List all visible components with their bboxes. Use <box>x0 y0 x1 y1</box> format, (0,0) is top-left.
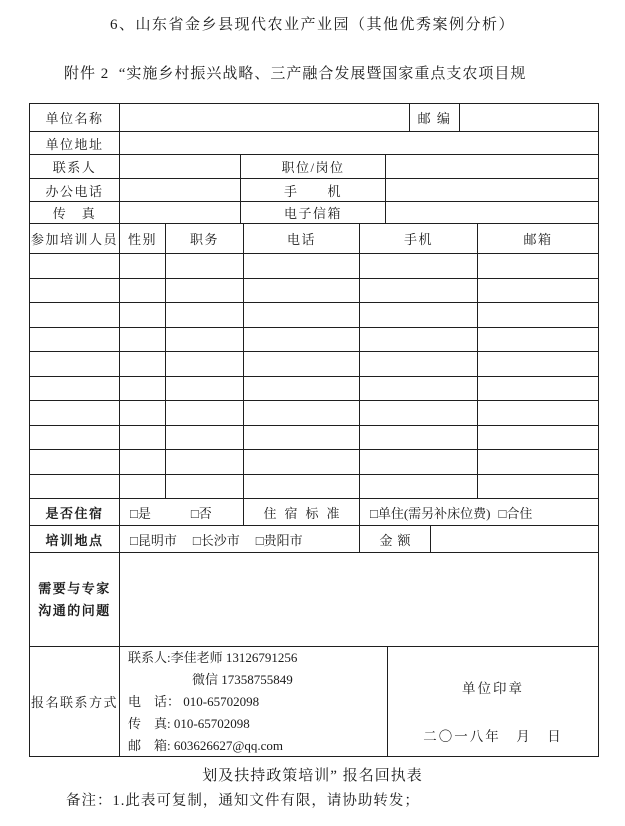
registration-contact-row <box>30 646 598 756</box>
column-header-gender: 性别 <box>119 224 165 253</box>
unit-name-label: 单位名称 <box>45 111 104 126</box>
participant-empty-cell <box>243 450 359 474</box>
participant-empty-cell <box>119 279 165 303</box>
participant-empty-cell <box>359 377 477 401</box>
participant-empty-cell <box>243 254 359 278</box>
participant-empty-cell <box>119 254 165 278</box>
unit-seal-cell <box>387 647 598 756</box>
participant-empty-cell <box>119 426 165 450</box>
participant-empty-row <box>30 376 598 401</box>
contact-person-row <box>30 154 598 178</box>
column-header-mobile: 手机 <box>359 224 477 253</box>
participant-empty-row <box>30 327 598 352</box>
participant-empty-cell <box>119 401 165 425</box>
postcode-label: 邮 编 <box>409 104 459 131</box>
participant-empty-cell <box>243 303 359 327</box>
participant-empty-cell <box>30 328 119 352</box>
registration-form-table <box>29 103 599 757</box>
participant-empty-cell <box>243 475 359 499</box>
participant-empty-cell <box>359 401 477 425</box>
amount-input-cell <box>430 526 598 552</box>
participant-empty-cell <box>359 475 477 499</box>
participant-empty-cell <box>359 328 477 352</box>
lodging-type-cell <box>359 499 598 525</box>
participant-empty-cell <box>119 377 165 401</box>
office-phone-label: 办公电话 <box>45 183 104 199</box>
lodging-row <box>30 498 598 525</box>
lodging-shared-checkbox: □合住 <box>498 505 533 521</box>
participant-empty-cell <box>243 279 359 303</box>
unit-name-input-cell <box>119 104 409 131</box>
email-label: 电子信箱 <box>240 202 385 223</box>
participant-empty-cell <box>477 254 598 278</box>
participant-empty-cell <box>165 303 243 327</box>
position-label: 职位/岗位 <box>240 155 385 178</box>
location-changsha-checkbox: □长沙市 <box>192 532 240 548</box>
participant-empty-row <box>30 253 598 278</box>
participant-empty-cell <box>30 279 119 303</box>
registration-contact-info <box>119 647 387 756</box>
location-guiyang-checkbox: □贵阳市 <box>255 532 303 548</box>
column-header-participant: 参加培训人员 <box>30 232 118 247</box>
lodging-standard-label: 住宿标准 <box>243 499 359 525</box>
participant-empty-cell <box>30 426 119 450</box>
participant-empty-cell <box>165 450 243 474</box>
participant-empty-cell <box>119 475 165 499</box>
participant-empty-cell <box>243 426 359 450</box>
training-location-options-cell <box>119 526 359 552</box>
participant-empty-cell <box>119 352 165 376</box>
training-location-label: 培训地点 <box>45 532 104 548</box>
participant-empty-cell <box>359 450 477 474</box>
participant-empty-cell <box>30 450 119 474</box>
attachment-title: 附件 2 “实施乡村振兴战略、三产融合发展暨国家重点支农项目规 <box>64 66 527 82</box>
contact-teacher-line: 联系人:李佳老师 13126791256 <box>128 649 298 665</box>
fax-row <box>30 201 598 223</box>
participant-empty-cell <box>165 426 243 450</box>
expert-questions-input-cell <box>119 553 598 646</box>
participant-empty-row <box>30 449 598 474</box>
participant-empty-cell <box>243 328 359 352</box>
amount-label: 金额 <box>359 526 430 552</box>
participant-empty-cell <box>30 303 119 327</box>
participant-empty-cell <box>477 303 598 327</box>
participant-empty-cell <box>243 401 359 425</box>
participant-empty-cell <box>30 401 119 425</box>
participant-empty-cell <box>30 254 119 278</box>
contact-person-input-cell <box>119 155 240 178</box>
contact-wechat-line: 微信 17358755849 <box>192 671 293 687</box>
unit-name-row <box>30 104 598 131</box>
note-line: 备注：1.此表可复制，通知文件有限，请协助转发； <box>66 793 420 809</box>
participant-empty-cell <box>477 279 598 303</box>
expert-questions-label-line1: 需要与专家 <box>38 580 111 596</box>
participant-empty-cell <box>119 303 165 327</box>
contact-fax-line: 传 真: 010-65702098 <box>128 715 250 731</box>
participant-empty-cell <box>477 426 598 450</box>
participant-empty-cell <box>477 401 598 425</box>
case-heading: 6、山东省金乡县现代农业产业园（其他优秀案例分析） <box>109 17 515 33</box>
participant-empty-row <box>30 302 598 327</box>
office-phone-input-cell <box>119 179 240 201</box>
date-line: 二〇一八年 月 日 <box>423 729 563 744</box>
form-caption: 划及扶持政策培训” 报名回执表 <box>202 768 423 784</box>
lodging-single-checkbox: □单住(需另补床位费) <box>370 505 491 521</box>
office-phone-row <box>30 178 598 201</box>
participant-header-row <box>30 223 598 253</box>
participant-empty-cell <box>165 377 243 401</box>
column-header-email: 邮箱 <box>477 224 598 253</box>
column-header-phone: 电话 <box>243 224 359 253</box>
expert-questions-row <box>30 552 598 646</box>
participant-empty-cell <box>30 377 119 401</box>
participant-empty-cell <box>477 352 598 376</box>
fax-input-cell <box>119 202 240 223</box>
lodging-label: 是否住宿 <box>45 505 104 521</box>
contact-email-line: 邮 箱: 603626627@qq.com <box>128 737 283 753</box>
participant-empty-cell <box>359 254 477 278</box>
fax-label: 传 真 <box>52 206 97 221</box>
participant-empty-cell <box>165 352 243 376</box>
postcode-input-cell <box>459 104 598 131</box>
mobile-input-cell <box>385 179 598 201</box>
participant-empty-cell <box>119 450 165 474</box>
expert-questions-label-line2: 沟通的问题 <box>38 602 111 618</box>
participant-empty-cell <box>30 352 119 376</box>
lodging-yes-checkbox: □是 <box>130 505 151 521</box>
training-location-row <box>30 525 598 552</box>
participant-empty-cell <box>165 254 243 278</box>
participant-empty-cell <box>165 475 243 499</box>
lodging-yes-no-cell <box>119 499 243 525</box>
participant-empty-rows <box>30 253 598 498</box>
contact-person-label: 联系人 <box>52 160 97 175</box>
participant-empty-cell <box>165 328 243 352</box>
participant-empty-cell <box>477 475 598 499</box>
mobile-label: 手 机 <box>240 179 385 201</box>
participant-empty-row <box>30 278 598 303</box>
location-kunming-checkbox: □昆明市 <box>130 532 177 548</box>
unit-address-label: 单位地址 <box>45 136 104 152</box>
unit-seal-label: 单位印章 <box>462 681 524 696</box>
participant-empty-cell <box>359 279 477 303</box>
expert-questions-label <box>30 553 119 646</box>
participant-empty-cell <box>477 328 598 352</box>
contact-phone-line: 电 话： 010-65702098 <box>128 693 260 709</box>
participant-empty-cell <box>243 352 359 376</box>
unit-address-row <box>30 131 598 154</box>
email-input-cell <box>385 202 598 223</box>
participant-empty-cell <box>165 401 243 425</box>
registration-contact-label: 报名联系方式 <box>30 695 118 710</box>
participant-empty-row <box>30 425 598 450</box>
unit-address-input-cell <box>119 132 598 154</box>
lodging-no-checkbox: □否 <box>190 505 212 521</box>
participant-empty-cell <box>359 352 477 376</box>
participant-empty-cell <box>359 303 477 327</box>
column-header-position: 职务 <box>165 224 243 253</box>
participant-empty-cell <box>477 450 598 474</box>
position-input-cell <box>385 155 598 178</box>
participant-empty-cell <box>359 426 477 450</box>
participant-empty-row <box>30 351 598 376</box>
participant-empty-row <box>30 400 598 425</box>
participant-empty-row <box>30 474 598 499</box>
participant-empty-cell <box>30 475 119 499</box>
participant-empty-cell <box>243 377 359 401</box>
participant-empty-cell <box>119 328 165 352</box>
participant-empty-cell <box>477 377 598 401</box>
participant-empty-cell <box>165 279 243 303</box>
